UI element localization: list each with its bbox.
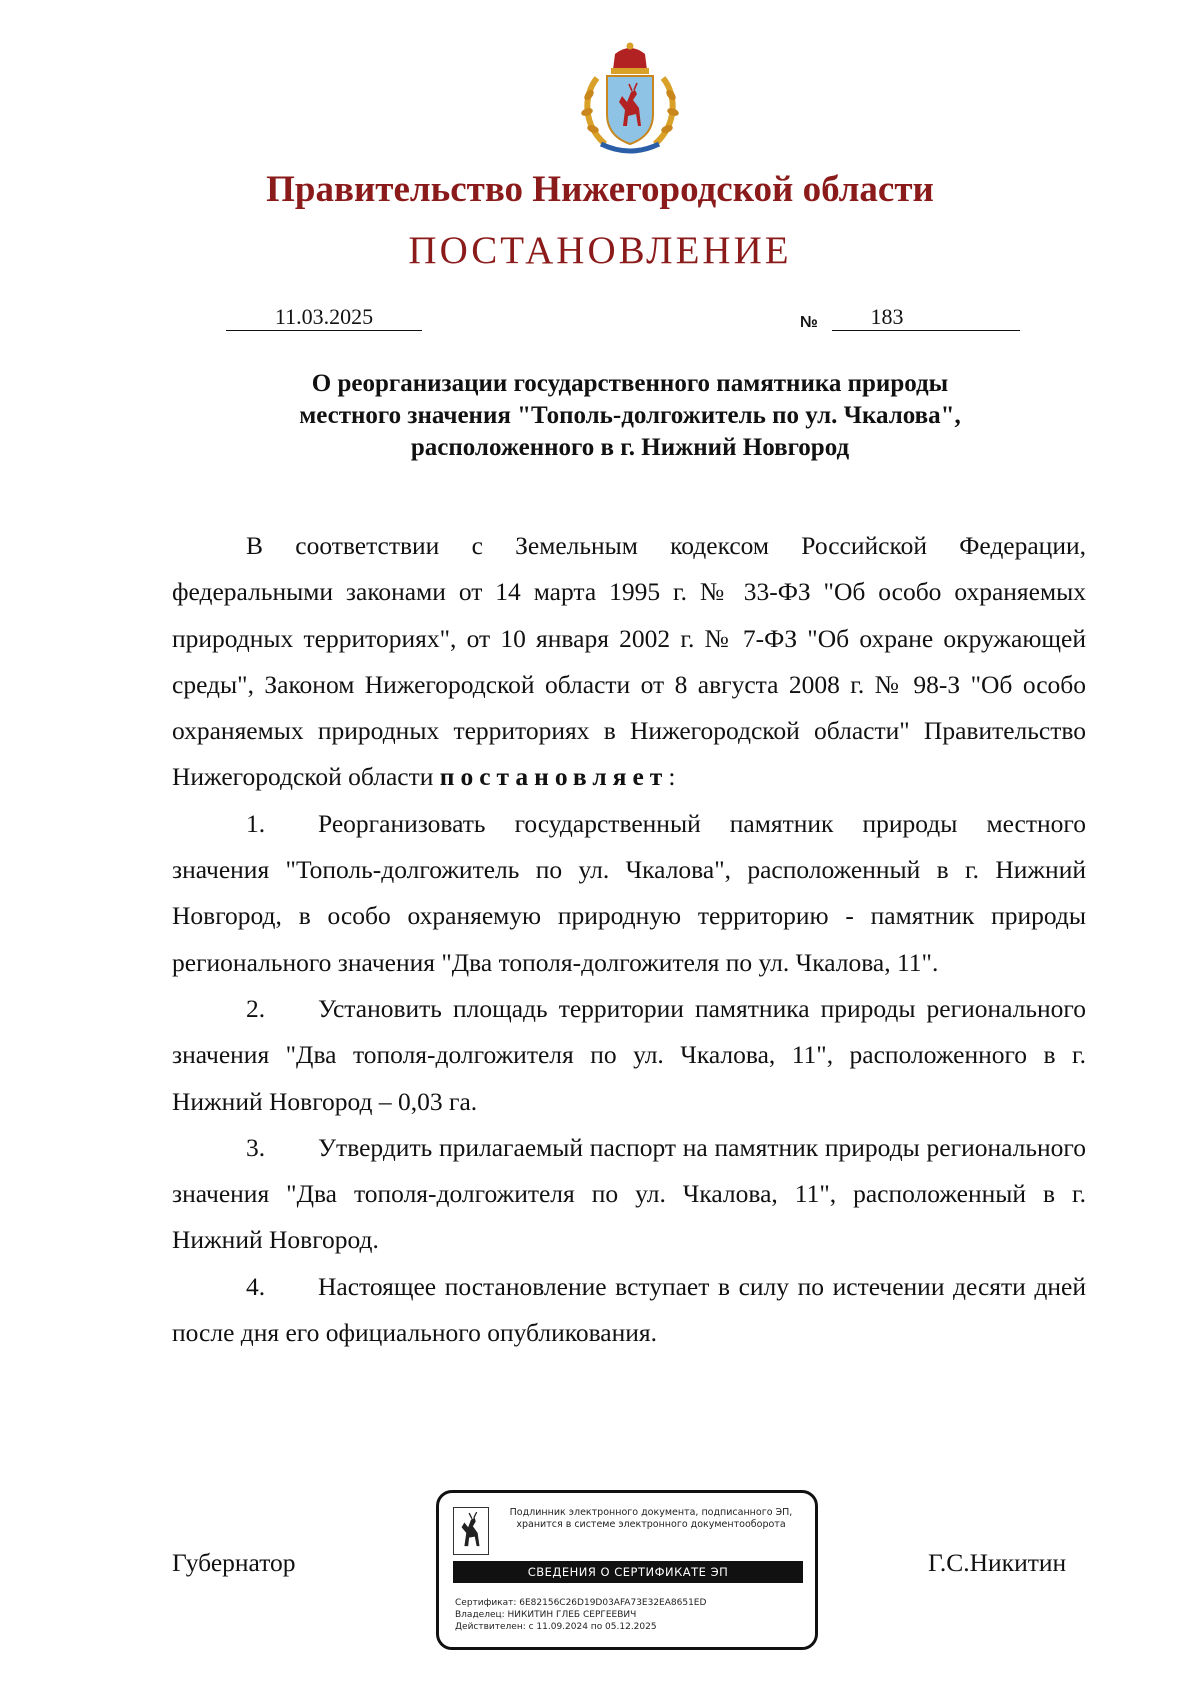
item-text: Установить площадь территории памятника природы регионального значения "Два тополя-долгожителя по ул. Чкалова, 11", расположенного в г. Нижний Новгород – 0,03 га. [172,993,1086,1116]
item-number: 4. [246,1271,266,1301]
list-item [172,986,1086,1125]
number-underline [832,330,1020,331]
decree-colon: : [668,762,676,792]
item-text: Реорганизовать государственный памятник природы местного значения "Тополь-долгожитель по ул. Чкалова", расположенный в г. Нижний Новгород, в особо охраняемую природную территорию - памятник природы регионального значения "Два тополя-долгожителя по ул. Чкалова, 11". [172,808,1086,977]
certificate-owner: Владелец: НИКИТИН ГЛЕБ СЕРГЕЕВИЧ [455,1610,637,1620]
item-number: 1. [246,808,266,838]
document-kind: ПОСТАНОВЛЕНИЕ [408,229,792,272]
stamp-title-bar: СВЕДЕНИЯ О СЕРТИФИКАТЕ ЭП [453,1561,803,1583]
item-text: Настоящее постановление вступает в силу по истечении десяти дней после дня его официального опубликования. [172,1271,1086,1348]
stamp-header [491,1507,811,1531]
stamp-header-line: хранится в системе электронного документооборота [516,1519,786,1530]
list-item [172,1264,1086,1357]
signatory-role: Губернатор [172,1548,296,1577]
subject-line: О реорганизации государственного памятника природы [311,370,949,397]
stamp-header-line: Подлинник электронного документа, подписанного ЭП, [509,1507,793,1518]
item-text: Утвердить прилагаемый паспорт на памятник природы регионального значения "Два тополя-долгожителя по ул. Чкалова, 11", расположенный в г. Нижний Новгород. [172,1132,1086,1255]
certificate-id: Сертификат: 6E82156C26D19D03AFA73E32EA8651ED [455,1598,707,1608]
coat-of-arms-icon [575,40,685,160]
preamble [172,523,1086,801]
list-item [172,1125,1086,1264]
document-number: 183 [870,304,904,329]
e-signature-stamp [436,1490,818,1650]
government-name: Правительство Нижегородской области [266,169,934,210]
preamble-text: В соответствии с Земельным кодексом Российской Федерации, федеральными законами от 14 марта 1995 г. № 33-ФЗ "Об особо охраняемых природных территориях", от 10 января 2002 г. № 7-ФЗ "Об охране окружающей среды", Законом Нижегородской области от 8 августа 2008 г. № 98-З "Об особо охраняемых природных территориях в Нижегородской области" Правительство Нижегородской области [172,531,1086,792]
item-number: 2. [246,993,266,1023]
decree-word: постановляет [439,762,669,792]
signatory-name: Г.С.Никитин [928,1548,1067,1577]
number-label: № [800,314,818,331]
document-subject [230,368,1030,464]
certificate-validity: Действителен: с 11.09.2024 по 05.12.2025 [455,1622,657,1632]
document-body [172,523,1086,1356]
subject-line: местного значения "Тополь-долгожитель по ул. Чкалова", [299,402,961,429]
deer-emblem-icon [453,1507,489,1555]
list-item [172,801,1086,986]
certificate-info [455,1597,706,1633]
document-date: 11.03.2025 [274,304,374,329]
subject-line: расположенного в г. Нижний Новгород [410,434,850,461]
date-underline [226,330,422,331]
item-number: 3. [246,1132,266,1162]
